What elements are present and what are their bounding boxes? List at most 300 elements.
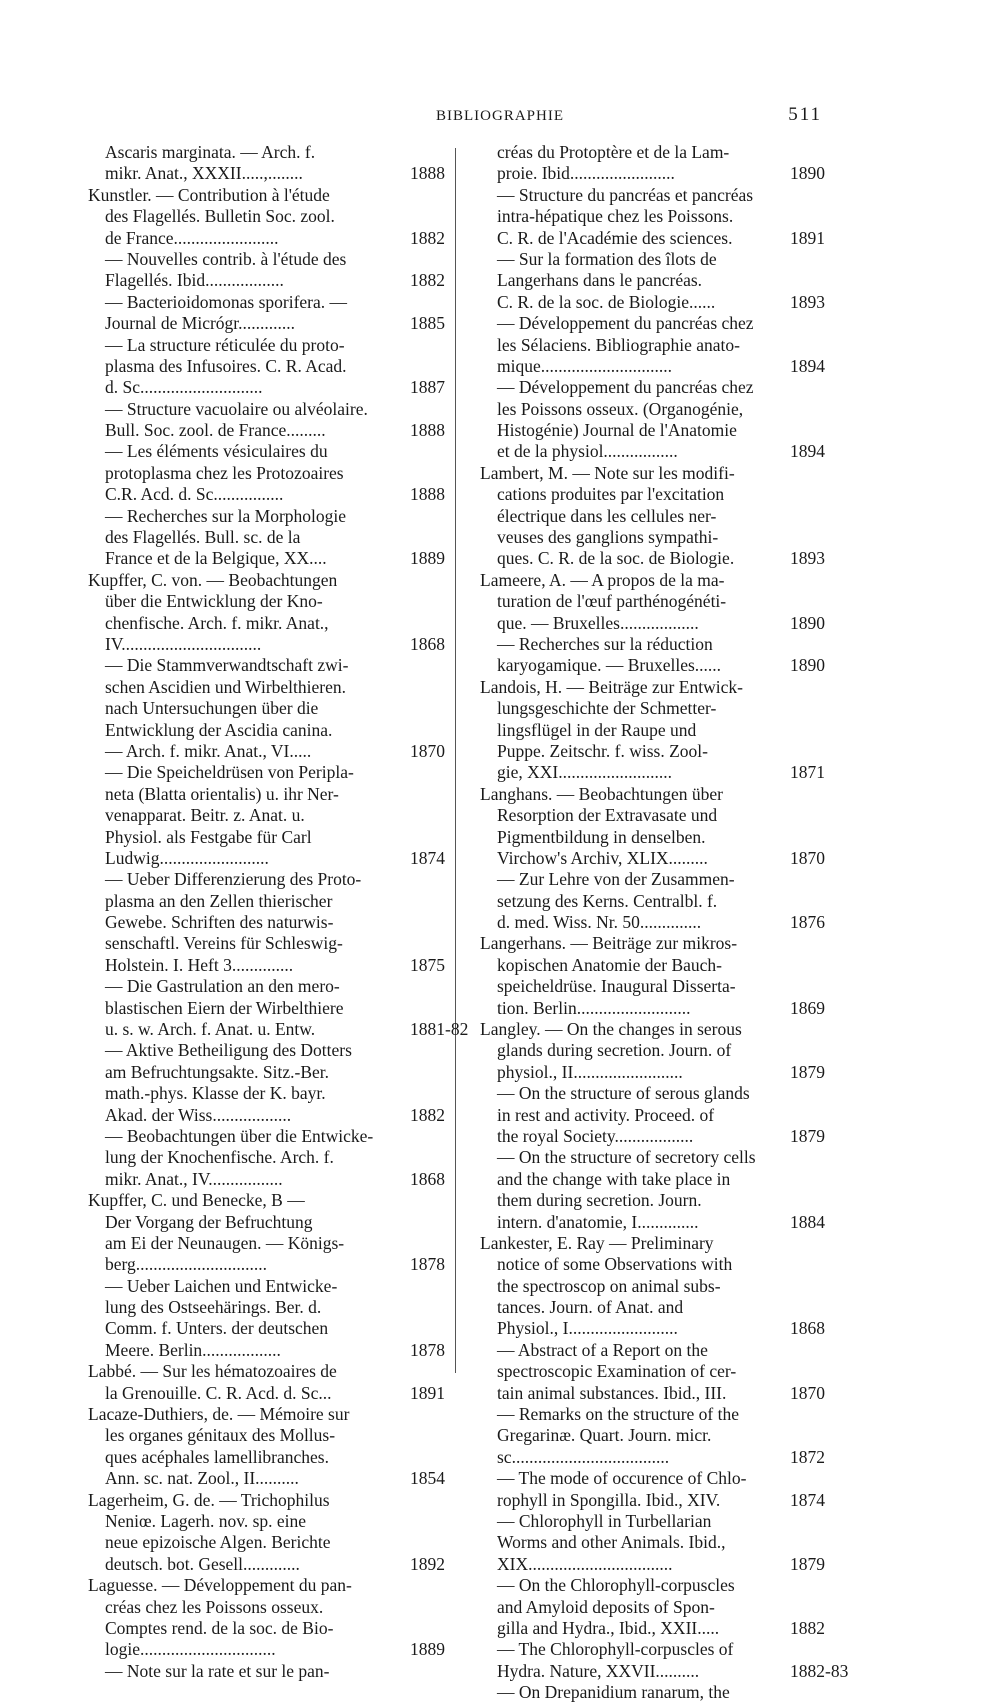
bib-entry-line	[480, 762, 825, 783]
bib-line-text: Histogénie) Journal de l'Anatomie	[497, 420, 737, 441]
bib-entry-line	[480, 527, 808, 548]
bib-line-text: the royal Society..................	[497, 1125, 694, 1146]
bib-line-text: créas du Protoptère et de la Lam-	[497, 142, 730, 162]
bib-line-text: C. R. de l'Académie des sciences.	[497, 227, 733, 248]
bib-line-text: — Recherches sur la Morphologie	[105, 505, 347, 526]
bib-line-text: Gewebe. Schriften des naturwis-	[105, 912, 334, 933]
bib-entry-line	[480, 1425, 808, 1446]
bib-entry-line	[480, 335, 808, 356]
bib-entry-line	[88, 506, 416, 527]
bib-entry-line	[480, 1404, 808, 1425]
bib-entry-line	[88, 613, 416, 634]
bib-entry-start	[88, 1190, 416, 1211]
bib-entry-start	[88, 185, 416, 206]
bib-line-text: karyogamique. — Bruxelles......	[497, 655, 722, 676]
bib-entry-line	[480, 355, 825, 377]
bib-entry-line	[480, 634, 808, 655]
bib-entry-line	[480, 1297, 808, 1318]
bib-line-text: Kupffer, C. und Benecke, B —	[88, 1190, 305, 1211]
bib-year: 1893	[790, 291, 825, 312]
bib-entry-line	[88, 591, 416, 612]
bib-line-text: Langerhans. — Beiträge zur mikros-	[480, 933, 738, 954]
bib-line-text: mique..............................	[497, 355, 672, 376]
bib-line-text: — Remarks on the structure of the	[497, 1404, 740, 1425]
bib-line-text: — On the structure of serous glands	[497, 1083, 750, 1104]
bib-entry-line	[480, 1597, 808, 1618]
bib-entry-line	[480, 869, 808, 890]
bib-line-text: — Chlorophyll in Turbellarian	[497, 1511, 712, 1531]
bib-line-text: Hydra. Nature, XXVII..........	[497, 1660, 700, 1681]
bib-entry-line	[480, 1617, 825, 1639]
bib-line-text: notice of some Observations with	[497, 1254, 733, 1275]
bib-line-text: Lankester, E. Ray — Preliminary	[480, 1232, 714, 1253]
bib-line-text: setzung des Kerns. Centralbl. f.	[497, 890, 718, 911]
bib-entry-line	[88, 1168, 445, 1190]
bib-entry-line	[480, 270, 808, 291]
bib-line-text: physiol., II.........................	[497, 1061, 683, 1082]
bib-line-text: électrique dans les cellules ner-	[497, 505, 717, 526]
bib-entry-line	[88, 1212, 416, 1233]
bib-entry-line	[88, 441, 416, 462]
bib-line-text: Ludwig.........................	[105, 847, 269, 868]
bib-line-text: Resorption der Extravasate und	[497, 805, 718, 826]
bib-entry-line	[480, 741, 808, 762]
page-header	[0, 104, 1000, 134]
bib-line-text: — La structure réticulée du proto-	[105, 334, 345, 355]
bib-line-text: speicheldrüse. Inaugural Disserta-	[497, 976, 736, 997]
bib-entry-line	[480, 1040, 808, 1061]
bib-line-text: la Grenouille. C. R. Acd. d. Sc...	[105, 1382, 332, 1403]
bib-entry-start	[480, 933, 808, 954]
bib-line-text: — The mode of occurence of Chlo-	[497, 1468, 747, 1489]
bib-line-text: am Ei der Neunaugen. — Königs-	[105, 1232, 345, 1253]
bib-entry-line	[480, 1575, 808, 1596]
bib-entry-line	[88, 655, 416, 676]
bib-entry-line	[480, 1489, 825, 1511]
bib-entry-line	[88, 1447, 416, 1468]
bib-entry-line	[88, 1339, 445, 1361]
bib-year: 1872	[790, 1446, 825, 1467]
bib-year: 1870	[790, 1382, 825, 1403]
bib-line-text: — Die Gastrulation an den mero-	[105, 976, 340, 997]
bib-entry-line	[88, 677, 416, 698]
bib-line-text: lung der Knochenfische. Arch. f.	[105, 1147, 334, 1168]
bib-line-text: — Sur la formation des îlots de	[497, 248, 717, 269]
bib-line-text: — Die Speicheldrüsen von Periplа-	[105, 762, 354, 783]
bib-line-text: et de la physiol.................	[497, 441, 678, 462]
bib-line-text: Lameere, A. — A propos de la ma-	[480, 569, 725, 590]
bib-entry-line	[480, 827, 808, 848]
bib-line-text: am Befruchtungsakte. Sitz.-Ber.	[105, 1061, 330, 1082]
bib-entry-line	[88, 720, 416, 741]
bib-line-text: ques. C. R. de la soc. de Biologie.	[497, 548, 735, 569]
bib-entry-line	[480, 441, 825, 462]
bib-entry-line	[480, 1532, 808, 1553]
bib-line-text: tances. Journ. of Anat. and	[497, 1297, 684, 1318]
bib-line-text: blastischen Eiern der Wirbelthiere	[105, 997, 344, 1018]
bib-entry-line	[480, 399, 808, 420]
bib-year: 1882	[410, 227, 445, 248]
bib-entry-line	[88, 1083, 416, 1104]
bib-year: 1868	[790, 1318, 825, 1339]
bib-entry-line	[88, 912, 416, 933]
bib-entry-line	[480, 720, 808, 741]
bib-entry-line	[480, 1446, 825, 1468]
bib-line-text: berg..............................	[105, 1254, 268, 1275]
bib-entry-line	[480, 1190, 808, 1211]
bib-line-text: des Flagellés. Bulletin Soc. zool.	[105, 206, 335, 227]
bib-year: 1888	[410, 420, 445, 441]
bib-line-text: plasma des Infusoires. C. R. Acad.	[105, 355, 347, 376]
bib-line-text: plasma an den Zellen thierischer	[105, 890, 333, 911]
bib-year: 1889	[410, 1639, 445, 1660]
bib-entry-line	[480, 1147, 808, 1168]
bib-year: 1868	[410, 633, 445, 654]
bib-entry-line	[88, 1254, 445, 1275]
bib-entry-line	[88, 527, 416, 548]
running-title: BIBLIOGRAPHIE	[436, 108, 564, 124]
bib-line-text: chenfische. Arch. f. mikr. Anat.,	[105, 612, 329, 633]
bib-year: 1890	[790, 655, 825, 676]
bib-year: 1870	[410, 740, 445, 761]
bib-year: 1893	[790, 548, 825, 569]
bib-entry-line	[88, 1511, 416, 1532]
bib-entry-line	[480, 1254, 808, 1275]
bib-entry-line	[480, 612, 825, 634]
bib-line-text: lung des Ostseehärings. Ber. d.	[105, 1297, 322, 1318]
bib-entry-line	[480, 955, 808, 976]
bib-line-text: turation de l'œuf parthénogénéti-	[497, 591, 727, 612]
bib-line-text: proie. Ibid........................	[497, 163, 675, 184]
bib-line-text: Puppe. Zeitschr. f. wiss. Zool-	[497, 740, 708, 761]
bib-line-text: de France........................	[105, 227, 279, 248]
bib-entry-line	[88, 933, 416, 954]
bib-year: 1891	[790, 227, 825, 248]
bib-line-text: Physiol. als Festgabe für Carl	[105, 826, 312, 847]
bib-line-text: lungsgeschichte der Schmetter-	[497, 698, 717, 719]
bib-entry-line	[88, 954, 445, 976]
bib-line-text: the spectroscop on animal subs-	[497, 1275, 721, 1296]
bib-entry-line	[88, 805, 416, 826]
bib-line-text: les organes génitaux des Mollus-	[105, 1425, 336, 1446]
bib-line-text: d. med. Wiss. Nr. 50..............	[497, 912, 702, 933]
bib-line-text: Ann. sc. nat. Zool., II..........	[105, 1468, 299, 1489]
bib-entry-line	[88, 1104, 445, 1126]
bib-line-text: Labbé. — Sur les hématozoaires de	[88, 1361, 337, 1382]
bib-line-text: neta (Blatta orientalis) u. ihr Ner-	[105, 783, 339, 804]
bib-line-text: nach Untersuchungen über die	[105, 698, 319, 719]
bib-entry-line	[480, 1468, 808, 1489]
bib-entry-line	[88, 1233, 416, 1254]
bib-entry-line	[480, 1318, 825, 1339]
bib-entry-line	[88, 377, 445, 398]
bib-entry-line	[480, 891, 808, 912]
bib-line-text: and the change with take place in	[497, 1168, 731, 1189]
bib-entry-line	[480, 997, 825, 1019]
bib-line-text: in rest and activity. Proceed. of	[497, 1104, 715, 1125]
bib-line-text: rophyll in Spongilla. Ibid., XIV.	[497, 1489, 721, 1510]
bib-entry-line	[88, 1147, 416, 1168]
bib-entry-line	[88, 1468, 445, 1489]
bib-line-text: intern. d'anatomie, I..............	[497, 1211, 699, 1232]
bib-entry-start	[480, 1233, 808, 1254]
bib-entry-line	[480, 420, 808, 441]
bib-year: 1868	[410, 1168, 445, 1189]
bib-entry-line	[88, 356, 416, 377]
bib-entry-line	[480, 1511, 808, 1532]
bib-line-text: — Note sur la rate et sur le pan-	[105, 1660, 330, 1681]
bib-line-text: intra-hépatique chez les Poissons.	[497, 206, 734, 227]
bib-line-text: — Ueber Laichen und Entwicke-	[105, 1275, 338, 1296]
bib-entry-line	[88, 869, 416, 890]
bib-entry-line	[88, 249, 416, 270]
bib-year: 1892	[410, 1553, 445, 1574]
bib-line-text: France et de la Belgique, XX....	[105, 548, 327, 569]
bib-line-text: tain animal substances. Ibid., III.	[497, 1382, 727, 1403]
bib-entry-line	[88, 399, 416, 420]
bib-line-text: — Arch. f. mikr. Anat., VI.....	[105, 740, 312, 761]
bib-line-text: mikr. Anat., XXXII.....,........	[105, 163, 303, 184]
bib-line-text: — Structure du pancréas et pancréas	[497, 184, 754, 205]
bib-line-text: mikr. Anat., IV.................	[105, 1168, 283, 1189]
bib-line-text: XIX.................................	[497, 1553, 673, 1574]
bib-line-text: Lagerheim, G. de. — Trichophilus	[88, 1489, 330, 1510]
bib-year: 1890	[790, 612, 825, 633]
bib-year: 1874	[790, 1489, 825, 1510]
bib-line-text: les Poissons osseux. (Organogénie,	[497, 398, 744, 419]
bib-entry-line	[480, 377, 808, 398]
bib-entry-start	[88, 1575, 416, 1596]
bib-entry-line	[480, 1660, 849, 1682]
bib-line-text: spectroscopic Examination of cer-	[497, 1361, 737, 1382]
bib-entry-line	[480, 548, 825, 569]
bib-entry-start	[88, 1361, 416, 1382]
bib-line-text: Virchow's Archiv, XLIX.........	[497, 847, 708, 868]
bib-line-text: Gregarinæ. Quart. Journ. micr.	[497, 1425, 712, 1446]
bib-line-text: Lambert, M. — Note sur les modifi-	[480, 462, 735, 483]
bib-line-text: Kunstler. — Contribution à l'étude	[88, 184, 330, 205]
bib-line-text: C.R. Acd. d. Sc................	[105, 484, 284, 505]
bib-entry-line	[480, 976, 808, 997]
bib-entry-line	[88, 142, 416, 163]
bib-line-text: deutsch. bot. Gesell.............	[105, 1553, 300, 1574]
bib-line-text: gie, XXI..........................	[497, 762, 672, 783]
bib-year: 1879	[790, 1553, 825, 1574]
bib-entry-line	[88, 1019, 469, 1040]
bib-entry-line	[480, 206, 808, 227]
bib-line-text: — On Drepanidium ranarum, the	[497, 1682, 730, 1703]
bib-entry-line	[88, 847, 445, 869]
bib-line-text: senschaftl. Vereins für Schleswig-	[105, 933, 343, 954]
bib-entry-start	[88, 570, 416, 591]
bib-year: 1876	[790, 912, 825, 933]
bib-entry-line	[88, 313, 445, 334]
bib-line-text: les Sélaciens. Bibliographie anato-	[497, 334, 740, 355]
bib-entry-line	[480, 1211, 825, 1233]
bib-year: 1882	[790, 1617, 825, 1638]
bib-line-text: Langley. — On the changes in serous	[480, 1019, 742, 1040]
bib-entry-line	[480, 655, 825, 676]
bib-entry-start	[480, 570, 808, 591]
bib-line-text: — Abstract of a Report on the	[497, 1339, 708, 1360]
bib-line-text: créas chez les Poissons osseux.	[105, 1596, 324, 1617]
bib-entry-line	[88, 206, 416, 227]
bib-year: 1878	[410, 1254, 445, 1275]
bib-line-text: — Développement du pancréas chez	[497, 377, 754, 398]
bib-entry-line	[480, 1639, 808, 1660]
bib-year: 1869	[790, 997, 825, 1018]
bib-entry-line	[88, 976, 416, 997]
column-divider	[455, 148, 456, 1373]
bib-entry-start	[88, 1490, 416, 1511]
bib-line-text: — Aktive Betheiligung des Dotters	[105, 1040, 352, 1061]
bib-line-text: — Bacterioidomonas sporifera. —	[105, 291, 348, 312]
bib-year: 1884	[790, 1211, 825, 1232]
bib-year: 1894	[790, 441, 825, 462]
bib-entry-line	[88, 891, 416, 912]
bib-entry-line	[480, 1125, 825, 1147]
bib-line-text: Langhans. — Beobachtungen über	[480, 783, 723, 804]
bib-line-text: d. Sc............................	[105, 377, 263, 398]
bib-entry-line	[88, 827, 416, 848]
bib-year: 1874	[410, 847, 445, 868]
bib-line-text: logie...............................	[105, 1639, 276, 1660]
bib-year: 1891	[410, 1382, 445, 1403]
bib-entry-line	[88, 270, 445, 291]
bib-line-text: — Recherches sur la réduction	[497, 633, 713, 654]
bib-entry-line	[480, 1553, 825, 1575]
bib-entry-line	[480, 1682, 808, 1703]
bib-entry-line	[480, 1083, 808, 1104]
bib-line-text: Landois, H. — Beiträge zur Entwick-	[480, 676, 743, 697]
bib-entry-line	[480, 912, 825, 933]
bib-entry-line	[480, 1361, 808, 1382]
bib-entry-line	[88, 1661, 416, 1682]
bib-line-text: — The Chlorophyll-corpuscles of	[497, 1639, 734, 1660]
bib-line-text: Flagellés. Ibid..................	[105, 270, 284, 291]
bib-line-text: Meere. Berlin..................	[105, 1339, 281, 1360]
bib-line-text: Entwicklung der Ascidia canina.	[105, 719, 333, 740]
bib-line-text: — Développement du pancréas chez	[497, 313, 754, 334]
bib-year: 1854	[410, 1468, 445, 1489]
bib-line-text: math.-phys. Klasse der K. bayr.	[105, 1083, 326, 1104]
bib-line-text: sc....................................	[497, 1446, 670, 1467]
right-column	[480, 142, 849, 1704]
bib-entry-start	[480, 463, 808, 484]
bib-entry-line	[480, 291, 825, 313]
bib-year: 1894	[790, 355, 825, 376]
bib-entry-line	[88, 998, 416, 1019]
bib-line-text: cations produites par l'excitation	[497, 484, 725, 505]
bib-entry-line	[88, 163, 445, 184]
bib-entry-line	[88, 1318, 416, 1339]
bib-entry-line	[88, 1597, 416, 1618]
bib-line-text: them during secretion. Journ.	[497, 1190, 702, 1211]
bib-entry-line	[88, 484, 445, 505]
bib-year: 1889	[410, 548, 445, 569]
bib-year: 1875	[410, 954, 445, 975]
bib-line-text: ques acéphales lamellibranches.	[105, 1446, 329, 1467]
bib-entry-line	[480, 805, 808, 826]
bib-entry-line	[88, 1062, 416, 1083]
bib-entry-line	[88, 1040, 416, 1061]
bib-line-text: schen Ascidien und Wirbelthieren.	[105, 676, 346, 697]
bib-year: 1870	[790, 847, 825, 868]
bib-line-text: Der Vorgang der Befruchtung	[105, 1211, 313, 1232]
bib-line-text: and Amyloid deposits of Spon-	[497, 1596, 715, 1617]
bib-year: 1888	[410, 163, 445, 184]
bib-year: 1878	[410, 1339, 445, 1360]
bib-line-text: Comptes rend. de la soc. de Bio-	[105, 1617, 334, 1638]
bib-entry-line	[480, 484, 808, 505]
left-column	[88, 142, 469, 1682]
bib-line-text: — Les éléments vésiculaires du	[105, 441, 328, 462]
bib-entry-start	[480, 1019, 808, 1040]
bib-line-text: glands during secretion. Journ. of	[497, 1040, 732, 1061]
bib-entry-line	[88, 420, 445, 441]
bib-year: 1881-82	[410, 1019, 469, 1040]
bib-line-text: Neniœ. Lagerh. nov. sp. eine	[105, 1511, 307, 1531]
bib-entry-line	[480, 591, 808, 612]
bib-line-text: que. — Bruxelles..................	[497, 612, 699, 633]
bib-line-text: — Die Stammverwandtschaft zwi-	[105, 655, 349, 676]
bib-year: 1888	[410, 484, 445, 505]
bib-entry-line	[480, 1276, 808, 1297]
bib-entry-line	[88, 1618, 416, 1639]
bib-entry-start	[480, 784, 808, 805]
bib-entry-start	[88, 1404, 416, 1425]
bib-line-text: protoplasma chez les Protozoaires	[105, 462, 344, 483]
bib-entry-line	[88, 227, 445, 249]
bib-entry-line	[88, 548, 445, 569]
bib-entry-line	[480, 847, 825, 869]
bib-entry-line	[88, 292, 416, 313]
bib-entry-line	[88, 1639, 445, 1660]
bib-entry-line	[88, 762, 416, 783]
bib-line-text: gilla and Hydra., Ibid., XXII.....	[497, 1617, 720, 1638]
bib-entry-line	[480, 1340, 808, 1361]
bib-entry-line	[480, 313, 808, 334]
bib-year: 1882	[410, 270, 445, 291]
bib-line-text: veuses des ganglions sympathi-	[497, 527, 719, 548]
bib-entry-line	[88, 698, 416, 719]
bib-line-text: Pigmentbildung in denselben.	[497, 826, 706, 847]
bib-line-text: Bull. Soc. zool. de France.........	[105, 420, 326, 441]
bib-line-text: u. s. w. Arch. f. Anat. u. Entw.	[105, 1019, 316, 1040]
bib-year: 1882	[410, 1104, 445, 1125]
bib-line-text: — On the structure of secretory cells	[497, 1147, 756, 1168]
bib-line-text: IV................................	[105, 633, 262, 654]
bib-line-text: — Ueber Differenzierung des Proto-	[105, 869, 362, 890]
bib-entry-line	[88, 463, 416, 484]
bib-line-text: Ascaris marginata. — Arch. f.	[105, 142, 316, 162]
bib-line-text: neue epizoische Algen. Berichte	[105, 1532, 331, 1553]
bib-line-text: des Flagellés. Bull. sc. de la	[105, 527, 301, 548]
bib-entry-line	[480, 698, 808, 719]
bib-entry-line	[88, 633, 445, 655]
bib-line-text: Journal de Micrógr.............	[105, 313, 296, 334]
page-number: 511	[788, 104, 822, 125]
bib-entry-line	[88, 335, 416, 356]
bib-line-text: über die Entwicklung der Kno-	[105, 591, 323, 612]
bib-entry-line	[480, 1169, 808, 1190]
bib-entry-line	[88, 1276, 416, 1297]
bib-entry-line	[480, 142, 808, 163]
bib-line-text: venapparat. Beitr. z. Anat. u.	[105, 805, 305, 826]
bib-line-text: Kupffer, C. von. — Beobachtungen	[88, 569, 338, 590]
bib-line-text: Physiol., I.........................	[497, 1318, 678, 1339]
bib-entry-line	[88, 1532, 416, 1553]
